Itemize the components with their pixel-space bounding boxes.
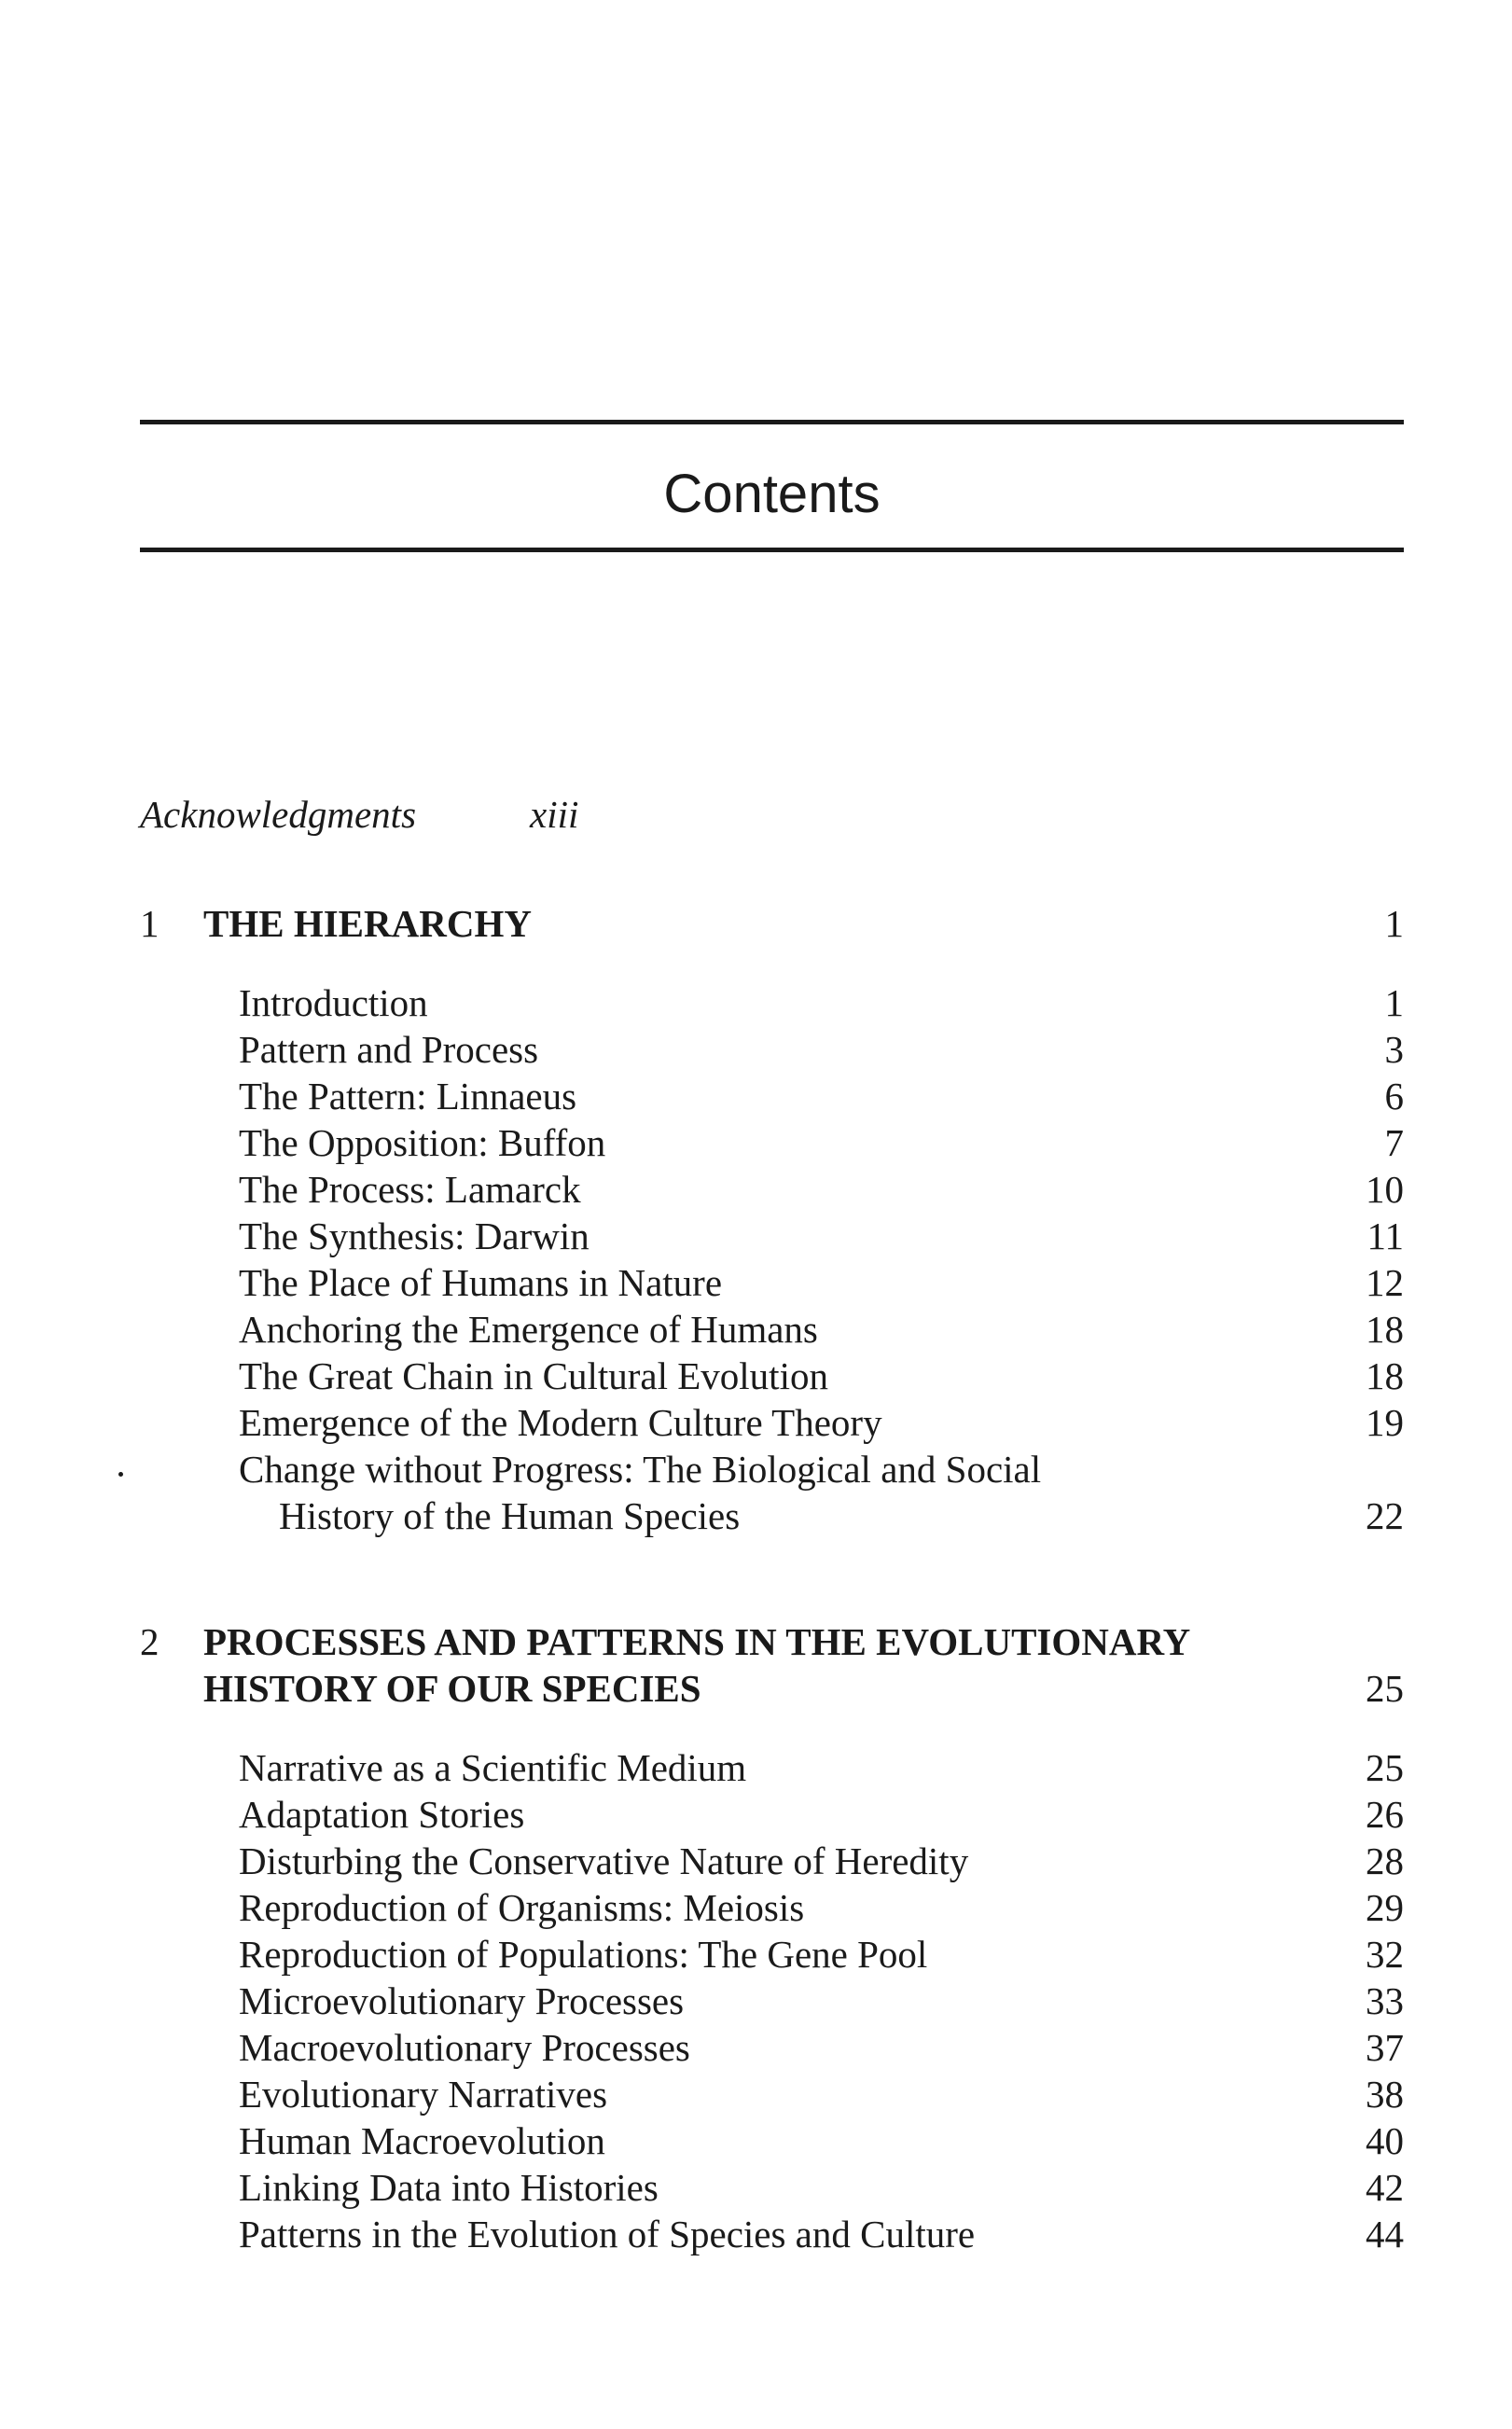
header-rule-bottom [140,548,1404,552]
section-title: Patterns in the Evolution of Species and Culture [239,2213,976,2256]
section-title: The Process: Lamarck [239,1168,581,1211]
section-item[interactable] [0,1213,1512,1259]
section-item[interactable] [0,1838,1512,1884]
section-page: 18 [1366,1354,1404,1397]
section-item[interactable] [0,2024,1512,2071]
section-title: Linking Data into Histories [239,2166,659,2209]
section-page: 1 [1384,981,1404,1024]
section-page: 29 [1366,1886,1404,1929]
section-item[interactable] [0,1931,1512,1978]
section-page: 3 [1384,1028,1404,1071]
section-item[interactable] [0,1353,1512,1399]
section-page: 37 [1366,2026,1404,2069]
section-title: The Opposition: Buffon [239,1121,606,1164]
section-item[interactable] [0,1259,1512,1306]
section-title: Macroevolutionary Processes [239,2026,690,2069]
chapter-title[interactable] [203,1618,1304,1712]
section-title: The Place of Humans in Nature [239,1261,723,1304]
section-item[interactable] [0,1399,1512,1446]
section-title: Emergence of the Modern Culture Theory [239,1401,882,1444]
section-item[interactable] [0,1744,1512,1791]
section-item[interactable] [0,1026,1512,1073]
section-item[interactable] [0,1166,1512,1213]
section-item[interactable] [0,979,1512,1026]
section-item[interactable] [0,2117,1512,2164]
front-matter-acknowledgments-page: xiii [530,793,579,836]
chapter-1-sections [0,979,1512,1539]
chapter-2-sections [0,1744,1512,2257]
section-title: The Synthesis: Darwin [239,1214,590,1257]
section-item[interactable] [0,1446,1512,1539]
section-title-line: Change without Progress: The Biological and Social [239,1448,1042,1491]
chapter-page: 1 [1384,902,1404,945]
section-page: 10 [1366,1168,1404,1211]
section-title: The Pattern: Linnaeus [239,1075,577,1117]
section-page: 33 [1366,1979,1404,2022]
section-title: Narrative as a Scientific Medium [239,1746,747,1789]
section-item[interactable] [0,1791,1512,1838]
chapter-title-continuation: HISTORY OF OUR SPECIES [203,1667,701,1710]
section-item[interactable] [0,2164,1512,2211]
section-title: The Great Chain in Cultural Evolution [239,1354,828,1397]
section-page: 18 [1366,1308,1404,1351]
section-page: 12 [1366,1261,1404,1304]
section-title: Microevolutionary Processes [239,1979,685,2022]
chapter-number: 2 [140,1620,160,1663]
section-page: 22 [1366,1494,1404,1537]
section-page: 26 [1366,1793,1404,1836]
section-page: 38 [1366,2073,1404,2116]
section-title: Evolutionary Narratives [239,2073,608,2116]
section-page: 7 [1384,1121,1404,1164]
section-title: Reproduction of Populations: The Gene Pool [239,1933,928,1976]
section-item[interactable] [0,1978,1512,2024]
section-title [239,1446,1218,1539]
section-title: Anchoring the Emergence of Humans [239,1308,818,1351]
section-page: 40 [1366,2119,1404,2162]
section-title: Adaptation Stories [239,1793,525,1836]
chapter-page: 25 [1366,1667,1404,1710]
section-item[interactable] [0,1119,1512,1166]
section-page: 44 [1366,2213,1404,2256]
section-item[interactable] [0,1073,1512,1119]
section-item[interactable] [0,2071,1512,2117]
section-title: Reproduction of Organisms: Meiosis [239,1886,805,1929]
section-page: 6 [1384,1075,1404,1117]
front-matter-acknowledgments[interactable]: Acknowledgments [140,793,417,836]
section-item[interactable] [0,1306,1512,1353]
header-rule-top [140,420,1404,424]
section-title: Human Macroevolution [239,2119,605,2162]
section-title: Disturbing the Conservative Nature of Heredity [239,1839,969,1882]
margin-mark [118,1472,123,1477]
section-page: 11 [1366,1214,1404,1257]
section-item[interactable] [0,1884,1512,1931]
page-title: Contents [663,464,881,524]
section-item[interactable] [0,2211,1512,2257]
section-title-continuation: History of the Human Species [279,1494,741,1537]
section-page: 28 [1366,1839,1404,1882]
section-title: Pattern and Process [239,1028,539,1071]
section-page: 42 [1366,2166,1404,2209]
chapter-title[interactable]: THE HIERARCHY [203,902,532,945]
section-page: 25 [1366,1746,1404,1789]
chapter-number: 1 [140,902,160,945]
chapter-title-line: PROCESSES AND PATTERNS IN THE EVOLUTIONARY [203,1620,1191,1663]
section-page: 19 [1366,1401,1404,1444]
section-title: Introduction [239,981,428,1024]
section-page: 32 [1366,1933,1404,1976]
